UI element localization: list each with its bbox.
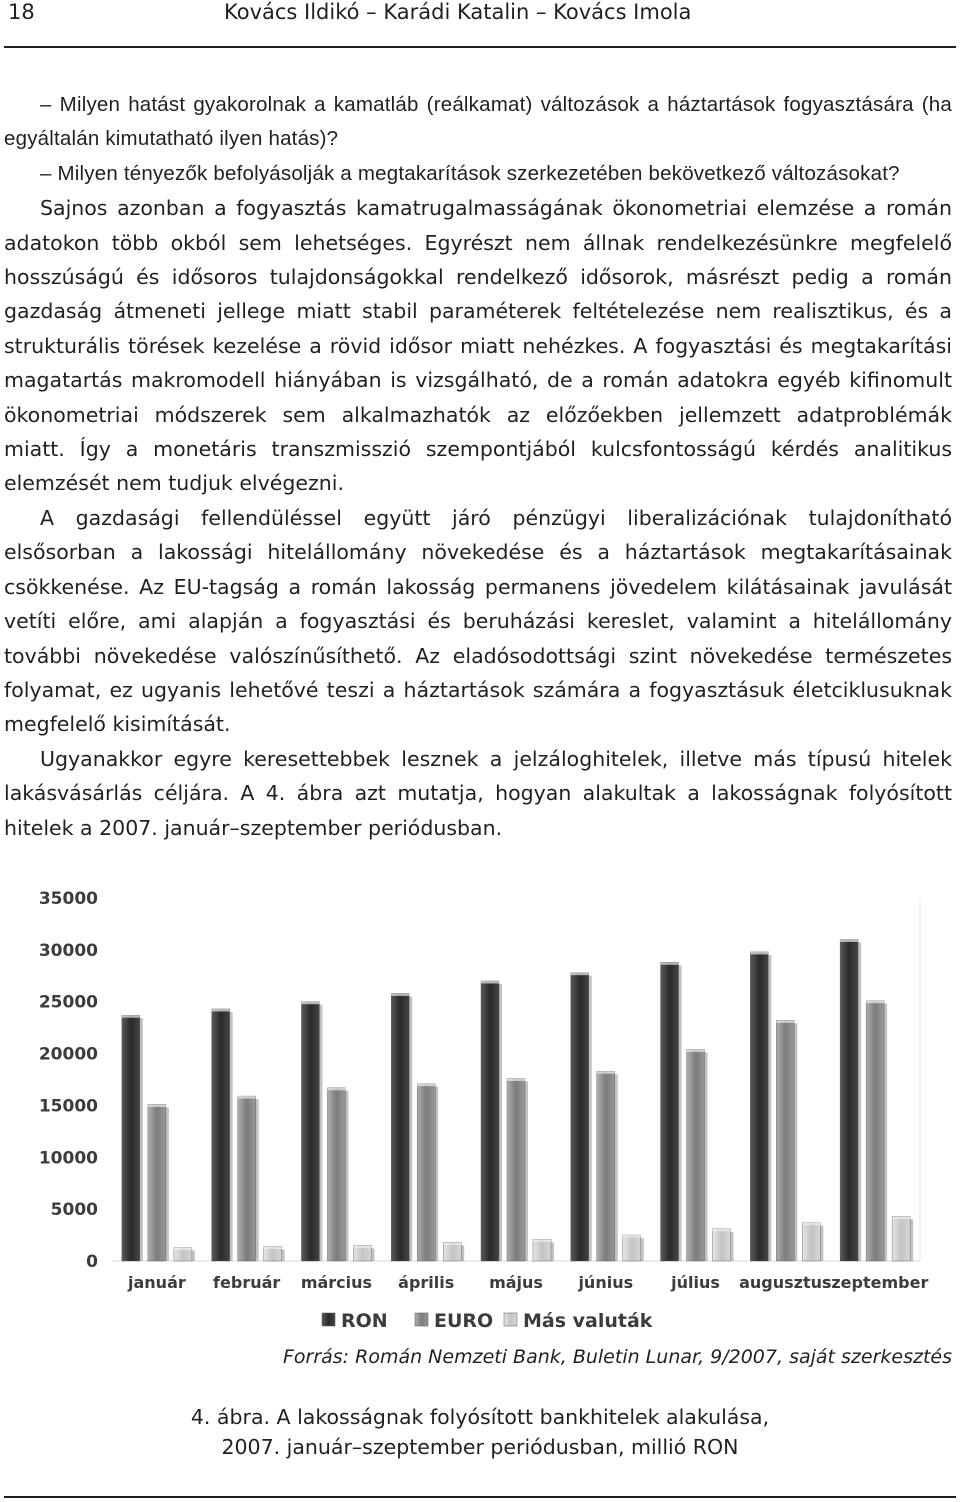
bar-side-shade <box>731 1232 734 1261</box>
bar-top-cap <box>481 981 499 984</box>
legend-label: Más valuták <box>523 1310 653 1332</box>
bar-side-shade <box>435 1087 438 1261</box>
bar-top-cap <box>301 1002 319 1005</box>
bar-ron <box>301 1002 319 1261</box>
bar-side-shade <box>319 1005 322 1261</box>
running-head-authors: Kovács Ildikó – Karádi Katalin – Kovács Imola <box>224 0 692 24</box>
legend-label: RON <box>341 1310 388 1332</box>
page-header <box>0 0 960 48</box>
bar-euro <box>776 1020 794 1261</box>
y-tick-label: 5000 <box>50 1200 98 1221</box>
bar-euro <box>148 1104 166 1261</box>
bar-top-cap <box>327 1088 345 1091</box>
bar-más-valuták <box>533 1239 551 1261</box>
bar-más-valuták <box>713 1229 731 1261</box>
bar-euro <box>417 1084 435 1261</box>
bar-ron <box>661 962 679 1261</box>
bar-top-cap <box>122 1015 140 1018</box>
bar-side-shade <box>461 1245 464 1261</box>
bar-top-cap <box>866 1001 884 1004</box>
bar-side-shade <box>884 1004 887 1261</box>
bar-más-valuták <box>802 1223 820 1261</box>
y-tick-label: 10000 <box>38 1148 98 1169</box>
figure-source: Forrás: Román Nemzeti Bank, Buletin Lunar, 9/2007, saját szerkesztés <box>282 1346 952 1368</box>
bar-euro <box>597 1071 615 1261</box>
paragraph-mortgage: Ugyanakkor egyre keresettebbek lesznek a jelzáloghitelek, illetve más típusú hitelek lakásvásárlás céljára. A 4. ábra azt mutatja, hogyan alakultak a lakosságnak folyósított hitelek a 2007. január–szeptember periódusban. <box>4 746 952 840</box>
bar-top-cap <box>391 993 409 996</box>
y-tick-label: 35000 <box>38 889 98 909</box>
bar-top-cap <box>597 1071 615 1074</box>
bar-ron <box>212 1009 230 1261</box>
bar-top-cap <box>533 1239 551 1242</box>
x-tick-label: február <box>213 1273 281 1292</box>
body-text <box>4 88 952 845</box>
legend-swatch <box>415 1313 428 1326</box>
bar-euro <box>327 1088 345 1261</box>
bar-side-shade <box>910 1219 913 1261</box>
paragraph-question-1: – Milyen hatást gyakorolnak a kamatláb (reálkamat) változások a háztartások fogyasztására (ha egyáltalán kimutatható ilyen hatás)? <box>4 93 952 151</box>
x-tick-label: július <box>671 1273 720 1292</box>
bar-top-cap <box>264 1246 282 1249</box>
bar-side-shade <box>282 1249 285 1261</box>
bar-side-shade <box>551 1242 554 1261</box>
bar-side-shade <box>371 1248 374 1261</box>
bar-top-cap <box>892 1216 910 1219</box>
header-rule <box>4 46 956 48</box>
bar-side-shade <box>768 955 771 1261</box>
paragraph-liberalization: A gazdasági fellendüléssel együtt járó pénzügyi liberalizációnak tulajdonítható elsősorban a lakossági hitelállomány növekedése és a háztartások megtakarításainak csökkenése. Az EU-tagság a román lakosság permanens jövedelem kilátásainak javulását vetíti előre, ami alapján a fogyasztási és beruházási kereslet, valamint a hitelállomány további növekedése valószínűsíthető. Az eladósodottsági szint növekedése természetes folyamat, ez ugyanis lehetővé teszi a háztartások számára a fogyasztásuk életciklusuknak megfelelő kisimítását. <box>4 505 952 737</box>
bar-side-shade <box>345 1091 348 1261</box>
y-tick-label: 25000 <box>38 992 98 1013</box>
legend-swatch <box>504 1313 517 1326</box>
bar-top-cap <box>802 1223 820 1226</box>
bar-side-shade <box>525 1081 528 1261</box>
x-tick-label: június <box>578 1273 634 1292</box>
bar-side-shade <box>230 1012 233 1261</box>
bar-side-shade <box>166 1107 169 1261</box>
x-tick-label: április <box>398 1273 455 1292</box>
bar-ron <box>840 939 858 1261</box>
x-tick-label: január <box>128 1273 186 1292</box>
paragraph-question-2: – Milyen tényezők befolyásolják a megtakarítások szerkezetében bekövetkező változásokat? <box>40 161 900 185</box>
bar-top-cap <box>661 962 679 965</box>
bar-side-shade <box>499 984 502 1261</box>
bar-top-cap <box>148 1104 166 1107</box>
bar-side-shade <box>820 1226 823 1261</box>
bar-chart <box>0 880 960 1350</box>
bar-más-valuták <box>443 1242 461 1261</box>
bar-side-shade <box>589 976 592 1261</box>
x-tick-label: szeptember <box>821 1273 929 1292</box>
bar-top-cap <box>443 1242 461 1245</box>
x-tick-label: május <box>489 1273 543 1292</box>
y-tick-label: 20000 <box>38 1044 98 1065</box>
bar-side-shade <box>140 1018 143 1261</box>
page-number: 18 <box>8 0 35 24</box>
bar-side-shade <box>679 965 682 1261</box>
figure-caption-line-1: 4. ábra. A lakosságnak folyósított bankhitelek alakulása, <box>190 1405 770 1429</box>
bar-chart-svg <box>0 880 960 1350</box>
bar-top-cap <box>750 952 768 955</box>
bar-top-cap <box>687 1049 705 1052</box>
bar-euro <box>687 1049 705 1261</box>
figure-caption-line-2: 2007. január–szeptember periódusban, millió RON <box>221 1435 739 1459</box>
bar-ron <box>571 973 589 1261</box>
bar-ron <box>122 1015 140 1261</box>
bar-side-shade <box>615 1074 618 1261</box>
bar-top-cap <box>238 1096 256 1099</box>
bar-top-cap <box>776 1020 794 1023</box>
bar-side-shade <box>641 1238 644 1261</box>
bar-más-valuták <box>892 1216 910 1261</box>
bar-top-cap <box>571 973 589 976</box>
y-tick-label: 15000 <box>38 1096 98 1117</box>
bar-más-valuták <box>623 1235 641 1261</box>
bar-top-cap <box>174 1248 192 1251</box>
bar-side-shade <box>256 1099 259 1261</box>
y-tick-label: 30000 <box>38 940 98 961</box>
bar-ron <box>391 993 409 1261</box>
bar-top-cap <box>713 1229 731 1232</box>
bar-euro <box>866 1001 884 1261</box>
bar-side-shade <box>192 1251 195 1261</box>
bar-top-cap <box>840 939 858 942</box>
y-tick-label: 0 <box>86 1252 98 1272</box>
footer-rule <box>4 1496 956 1498</box>
bar-ron <box>481 981 499 1261</box>
bar-side-shade <box>794 1023 797 1261</box>
figure-caption <box>0 1402 960 1462</box>
bar-side-shade <box>705 1052 708 1261</box>
bar-side-shade <box>409 996 412 1261</box>
bar-top-cap <box>623 1235 641 1238</box>
bar-euro <box>507 1078 525 1261</box>
paragraph-analysis: Sajnos azonban a fogyasztás kamatrugalmasságának ökonometriai elemzése a román adatokon több okból sem lehetséges. Egyrészt nem állnak rendelkezésünkre megfelelő hosszúságú és idősoros tulajdonságokkal rendelkező idősorok, másrészt pedig a román gazdaság átmeneti jellege miatt stabil paraméterek feltételezése nem realisztikus, és a strukturális törések kezelése a rövid idősor miatt nehézkes. A fogyasztási és megtakarítási magatartás makromodell hiányában is vizsgálható, de a román adatokra egyéb kifinomult ökonometriai módszerek sem alkalmazhatók az előzőekben jellemzett adatproblémák miatt. Így a monetáris transzmisszió szempontjából kulcsfontosságú kérdés analitikus elemzését nem tudjuk elvégezni. <box>4 196 952 496</box>
bar-euro <box>238 1096 256 1261</box>
bar-top-cap <box>507 1078 525 1081</box>
legend-label: EURO <box>434 1310 494 1332</box>
legend-swatch <box>322 1313 335 1326</box>
bar-top-cap <box>353 1245 371 1248</box>
bar-ron <box>750 952 768 1261</box>
x-tick-label: március <box>300 1273 373 1292</box>
bar-top-cap <box>212 1009 230 1012</box>
bar-top-cap <box>417 1084 435 1087</box>
bar-side-shade <box>858 942 861 1261</box>
x-tick-label: augusztus <box>739 1273 832 1292</box>
